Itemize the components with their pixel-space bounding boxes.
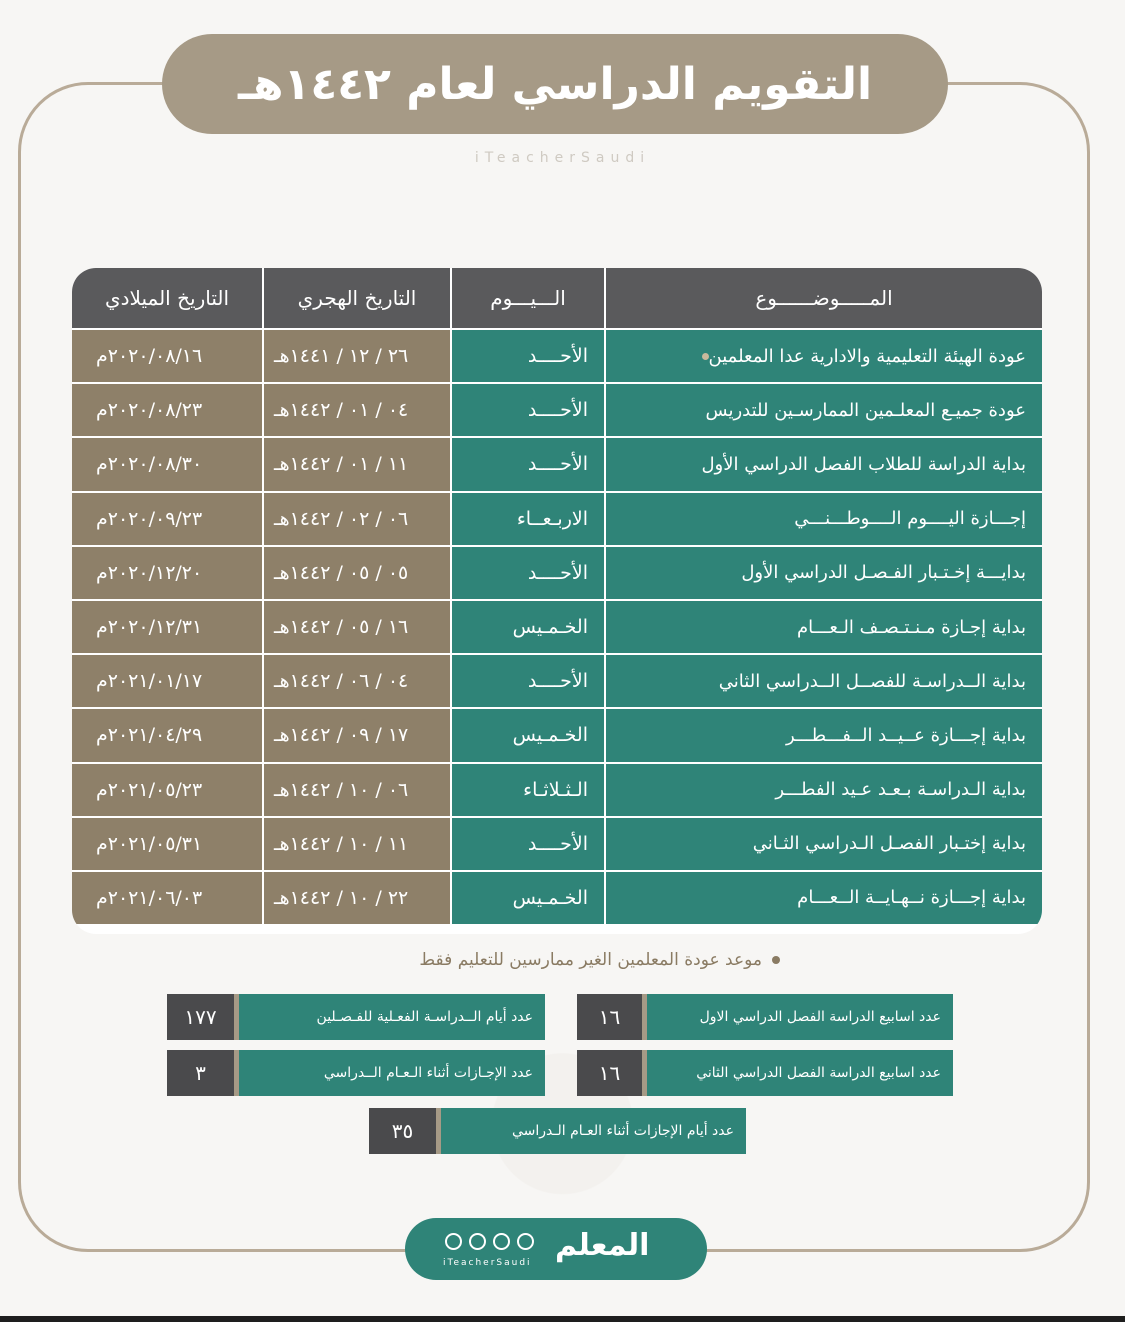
cell-hijri <box>264 493 452 545</box>
cell-subject-text: إجـــازة اليــــوم الــــوطـــنـــي <box>794 508 1026 530</box>
cell-gregorian <box>72 764 264 816</box>
cell-hijri <box>264 438 452 490</box>
stat-study-days <box>167 994 545 1040</box>
cell-hijri-text: ١١ / ١٠ / ١٤٤٢هـ <box>274 832 409 855</box>
cell-subject-text: بداية إجـازة مـنـتـصـف الـعـــام <box>796 616 1026 638</box>
cell-hijri <box>264 872 452 924</box>
cell-subject-text: بداية إجـــازة عــيــد الــفـــطـــر <box>785 724 1026 746</box>
cell-day <box>452 601 606 653</box>
cell-hijri-text: ١٧ / ٠٩ / ١٤٤٢هـ <box>274 724 409 747</box>
cell-gregorian-text: ٢٠٢٠/١٢/٣١م <box>96 616 203 639</box>
stat-label: عدد اسابيع الدراسة الفصل الدراسي الاول <box>647 994 953 1040</box>
stat-value: ١٦ <box>577 994 647 1040</box>
cell-subject <box>606 547 1042 599</box>
cell-subject <box>606 818 1042 870</box>
cell-hijri-text: ٠٦ / ١٠ / ١٤٤٢هـ <box>274 778 409 801</box>
footnote-marker-icon <box>702 353 709 360</box>
cell-gregorian-text: ٢٠٢٠/١٢/٢٠م <box>96 561 203 584</box>
cell-gregorian <box>72 330 264 382</box>
table-row <box>72 816 1042 870</box>
cell-gregorian-text: ٢٠٢٠/٠٨/٢٣م <box>96 399 203 422</box>
cell-hijri-text: ٠٦ / ٠٢ / ١٤٤٢هـ <box>274 507 409 530</box>
table-row <box>72 328 1042 382</box>
stat-value: ٣ <box>167 1050 239 1096</box>
stat-value: ١٦ <box>577 1050 647 1096</box>
table-row <box>72 436 1042 490</box>
cell-day <box>452 547 606 599</box>
cell-gregorian <box>72 384 264 436</box>
cell-day <box>452 384 606 436</box>
stat-weeks-first <box>577 994 953 1040</box>
cell-day-text: الخـمـيس <box>512 724 588 747</box>
cell-day <box>452 330 606 382</box>
cell-day-text: الأحــــد <box>527 561 588 584</box>
cell-hijri <box>264 547 452 599</box>
cell-hijri-text: ٠٤ / ٠٦ / ١٤٤٢هـ <box>274 670 409 693</box>
cell-day-text: الأحــــد <box>527 345 588 368</box>
cell-hijri <box>264 655 452 707</box>
cell-day-text: الخـمـيس <box>512 616 588 639</box>
cell-day <box>452 493 606 545</box>
cell-day-text: الـثـلاثـاء <box>523 778 588 801</box>
calendar-table <box>72 268 1042 934</box>
cell-gregorian-text: ٢٠٢٠/٠٩/٢٣م <box>96 507 203 530</box>
cell-gregorian-text: ٢٠٢١/٠١/١٧م <box>96 670 203 693</box>
cell-subject <box>606 872 1042 924</box>
stat-value: ٣٥ <box>369 1108 441 1154</box>
cell-hijri <box>264 330 452 382</box>
cell-hijri-text: ٢٦ / ١٢ / ١٤٤١هـ <box>274 345 409 368</box>
cell-day-text: الأحــــد <box>527 453 588 476</box>
table-row <box>72 491 1042 545</box>
instagram-icon[interactable] <box>469 1233 486 1250</box>
cell-day-text: الأحــــد <box>527 670 588 693</box>
cell-day-text: الخـمـيس <box>512 886 588 909</box>
cell-hijri-text: ٠٥ / ٠٥ / ١٤٤٢هـ <box>274 561 409 584</box>
bottom-edge <box>0 1316 1125 1322</box>
table-header <box>72 268 1042 328</box>
cell-gregorian <box>72 438 264 490</box>
stat-holiday-days <box>369 1108 746 1154</box>
stat-label: عدد الإجـازات أثناء الـعـام الــدراسي <box>239 1050 545 1096</box>
cell-gregorian-text: ٢٠٢١/٠٤/٢٩م <box>96 724 203 747</box>
cell-hijri <box>264 818 452 870</box>
telegram-icon[interactable] <box>517 1233 534 1250</box>
cell-hijri-text: ٢٢ / ١٠ / ١٤٤٢هـ <box>274 886 409 909</box>
cell-gregorian <box>72 872 264 924</box>
stat-value: ١٧٧ <box>167 994 239 1040</box>
footnote <box>300 950 780 970</box>
cell-hijri <box>264 601 452 653</box>
cell-hijri <box>264 384 452 436</box>
stat-label: عدد أيام الــدراسـة الفعـلية للفـصـلين <box>239 994 545 1040</box>
cell-day <box>452 438 606 490</box>
table-body <box>72 328 1042 924</box>
header-gregorian: التاريخ الميلادي <box>72 268 264 328</box>
brand-logo: المعلم <box>555 1228 650 1263</box>
cell-day <box>452 709 606 761</box>
table-row <box>72 653 1042 707</box>
cell-subject <box>606 709 1042 761</box>
cell-day <box>452 872 606 924</box>
cell-subject-text: بداية إجـــازة نــهـايــة الــعـــام <box>797 887 1026 909</box>
cell-hijri <box>264 764 452 816</box>
table-row <box>72 870 1042 924</box>
cell-gregorian <box>72 709 264 761</box>
cell-subject-text: بداية الـدراسـة بـعـد عـيد الفطـــر <box>775 779 1026 801</box>
footer-brand <box>405 1218 707 1280</box>
table-row <box>72 707 1042 761</box>
social-icons <box>445 1233 534 1250</box>
cell-subject <box>606 438 1042 490</box>
stat-label: عدد أيام الإجازات أثناء العـام الـدراسي <box>441 1108 746 1154</box>
watermark: iTeacherSaudi <box>474 150 651 166</box>
table-row <box>72 762 1042 816</box>
cell-gregorian <box>72 493 264 545</box>
cell-hijri-text: ١١ / ٠١ / ١٤٤٢هـ <box>274 453 409 476</box>
cell-day-text: الأحــــد <box>527 832 588 855</box>
cell-day-text: الأحــــد <box>527 399 588 422</box>
cell-gregorian-text: ٢٠٢١/٠٥/٢٣م <box>96 778 203 801</box>
cell-day <box>452 655 606 707</box>
header-day: الـــيـــوم <box>452 268 606 328</box>
snapchat-icon[interactable] <box>445 1233 462 1250</box>
cell-subject-text: بدايـــة إخـتـبار الفـصـل الدراسي الأول <box>741 562 1026 584</box>
table-row <box>72 599 1042 653</box>
cell-hijri <box>264 709 452 761</box>
cell-subject <box>606 384 1042 436</box>
twitter-icon[interactable] <box>493 1233 510 1250</box>
cell-gregorian-text: ٢٠٢٠/٠٨/٣٠م <box>96 453 203 476</box>
cell-day <box>452 818 606 870</box>
cell-hijri-text: ٠٤ / ٠١ / ١٤٤٢هـ <box>274 399 409 422</box>
table-row <box>72 382 1042 436</box>
bullet-icon <box>772 956 780 964</box>
cell-day-text: الاربـعــاء <box>516 507 588 530</box>
cell-subject <box>606 764 1042 816</box>
header-subject: المـــــوضــــــوع <box>755 286 893 310</box>
cell-day <box>452 764 606 816</box>
cell-subject <box>606 655 1042 707</box>
cell-gregorian <box>72 655 264 707</box>
cell-gregorian <box>72 547 264 599</box>
cell-gregorian <box>72 818 264 870</box>
table-row <box>72 545 1042 599</box>
cell-subject-text: بداية الــدراسـة للفصــل الــدراسي الثاني <box>718 670 1026 692</box>
cell-subject-text: بداية الدراسة للطلاب الفصل الدراسي الأول <box>701 453 1026 475</box>
footnote-text: موعد عودة المعلمين الغير ممارسين للتعليم فقط <box>419 950 762 970</box>
footer-handle: iTeacherSaudi <box>443 1258 532 1268</box>
cell-subject-text: بداية إختـبار الفصـل الـدراسي الثـاني <box>752 833 1026 855</box>
cell-subject <box>606 601 1042 653</box>
cell-hijri-text: ١٦ / ٠٥ / ١٤٤٢هـ <box>274 616 409 639</box>
cell-subject <box>606 493 1042 545</box>
header-hijri: التاريخ الهجري <box>264 268 452 328</box>
cell-gregorian-text: ٢٠٢٠/٠٨/١٦م <box>96 345 203 368</box>
cell-subject <box>606 330 1042 382</box>
page-title: التقويم الدراسي لعام ١٤٤٢هـ <box>162 34 948 134</box>
cell-subject-text: عودة الهيئة التعليمية والادارية عدا المعلمين <box>708 345 1026 367</box>
stat-label: عدد اسابيع الدراسة الفصل الدراسي الثاني <box>647 1050 953 1096</box>
stat-holidays-count <box>167 1050 545 1096</box>
cell-gregorian-text: ٢٠٢١/٠٥/٣١م <box>96 832 203 855</box>
cell-gregorian-text: ٢٠٢١/٠٦/٠٣م <box>96 886 203 909</box>
cell-subject-text: عودة جميـع المعلـمين الممارسـين للتدريس <box>705 399 1026 421</box>
stat-weeks-second <box>577 1050 953 1096</box>
cell-gregorian <box>72 601 264 653</box>
